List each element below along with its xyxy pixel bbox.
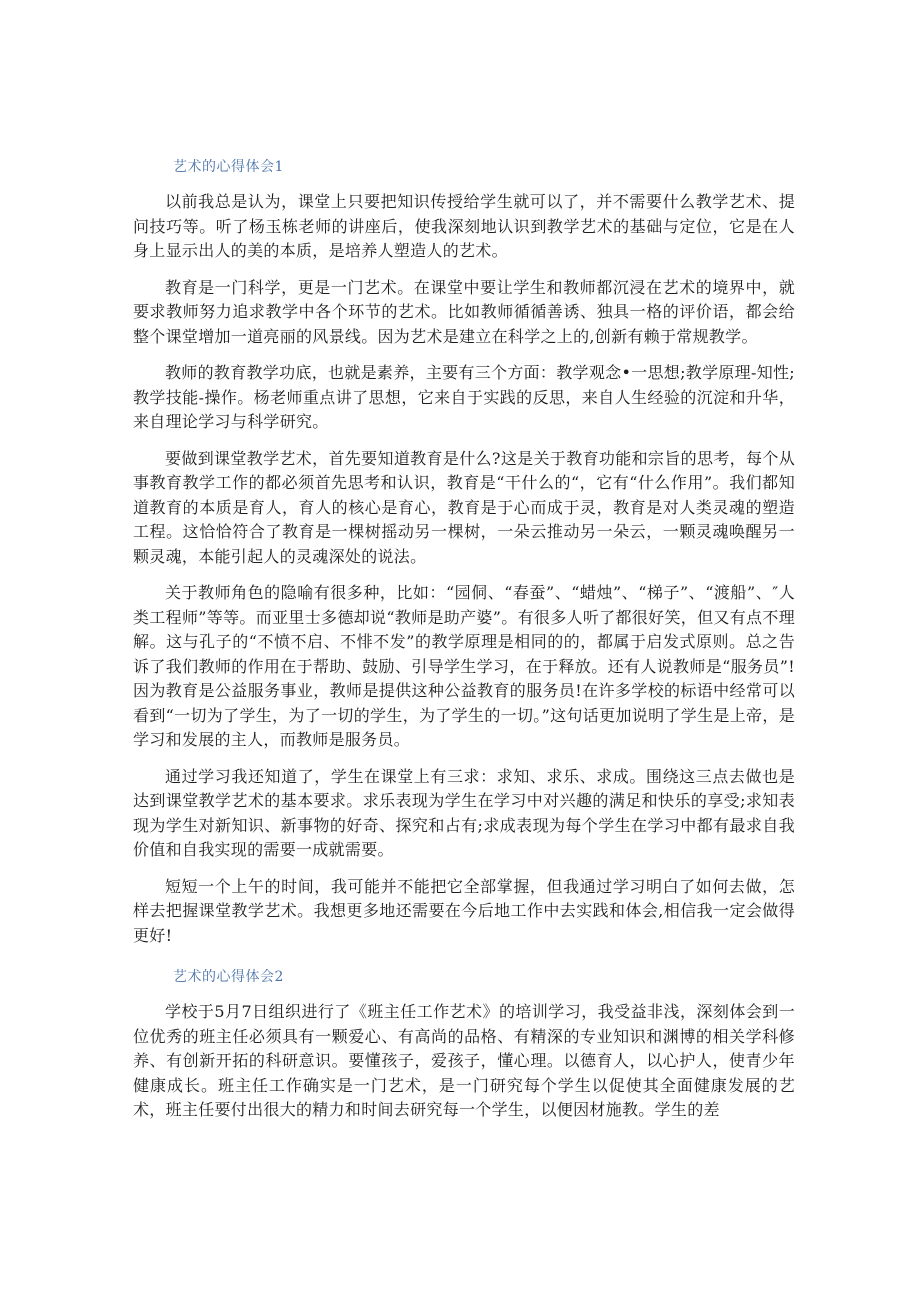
paragraph: 以前我总是认为，课堂上只要把知识传授给学生就可以了，并不需要什么教学艺术、提问技巧等。听了杨玉栋老师的讲座后，使我深刻地认识到教学艺术的基础与定位，它是在人身上显示出人的美的本质，是培养人塑造人的艺术。 xyxy=(133,192,795,260)
paragraph: 学校于5月7日组织进行了《班主任工作艺术》的培训学习，我受益非浅，深刻体会到一位优秀的班主任必须具有一颗爱心、有高尚的品格、有精深的专业知识和渊博的相关学科修养、有创新开拓的科研意识。要懂孩子，爱孩子，懂心理。以德育人，以心护人，使青少年健康成长。班主任工作确实是一门艺术，是一门研究每个学生以促使其全面健康发展的艺术，班主任要付出很大的精力和时间去研究每一个学生，以便因材施教。学生的差 xyxy=(133,1002,795,1119)
paragraph: 要做到课堂教学艺术，首先要知道教育是什么?这是关于教育功能和宗旨的思考，每个从事教育教学工作的都必须首先思考和认识，教育是“干什么的“，它有“什么作用”。我们都知道教育的本质是育人，育人的核心是育心，教育是于心而成于灵，教育是对人类灵魂的塑造工程。这恰恰符合了教育是一棵树摇动另一棵树，一朵云推动另一朵云，一颗灵魂唤醒另一颗灵魂，本能引起人的灵魂深处的说法。 xyxy=(133,448,795,566)
section-title-2: 艺术的心得体会2 xyxy=(173,969,284,985)
section-title-1: 艺术的心得体会1 xyxy=(173,159,284,175)
paragraph: 教师的教育教学功底，也就是素养，主要有三个方面：教学观念•一思想;教学原理-知性;教学技能-操作。杨老师重点讲了思想，它来自于实践的反思，来自人生经验的沉淀和升华，来自理论学习与科学研究。 xyxy=(133,363,795,431)
paragraph: 通过学习我还知道了，学生在课堂上有三求：求知、求乐、求成。围绕这三点去做也是达到课堂教学艺术的基本要求。求乐表现为学生在学习中对兴趣的满足和快乐的享受;求知表现为学生对新知识、新事物的好奇、探究和占有;求成表现为每个学生在学习中都有最求自我价值和自我实现的需要一成就需要。 xyxy=(133,766,795,859)
paragraph: 教育是一门科学，更是一门艺术。在课堂中要让学生和教师都沉浸在艺术的境界中，就要求教师努力追求教学中各个环节的艺术。比如教师循循善诱、独具一格的评价语，都会给整个课堂增加一道亮丽的风景线。因为艺术是建立在科学之上的,创新有赖于常规教学。 xyxy=(133,277,795,346)
paragraph: 关于教师角色的隐喻有很多种，比如：“园侗、“春蚕”、“蜡烛”、“梯子”、“渡船”、″人类工程师”等等。而亚里士多德却说“教师是助产婆”。有很多人听了都很好笑，但又有点不理解。这与孔子的“不愤不启、不悱不发”的教学原理是相同的的，都属于启发式原则。总之告诉了我们教师的作用在于帮助、鼓励、引导学生学习，在于释放。还有人说教师是“服务员”!因为教育是公益服务事业，教师是提供这种公益教育的服务员!在许多学校的标语中经常可以看到“一切为了学生，为了一切的学生，为了学生的一切。”这句话更加说明了学生是上帝，是学习和发展的主人，而教师是服务员。 xyxy=(133,583,795,749)
paragraph: 短短一个上午的时间，我可能并不能把它全部掌握，但我通过学习明白了如何去做，怎样去把握课堂教学艺术。我想更多地还需要在今后地工作中去实践和体会,相信我一定会做得更好! xyxy=(133,876,795,945)
document-body xyxy=(133,156,795,1135)
